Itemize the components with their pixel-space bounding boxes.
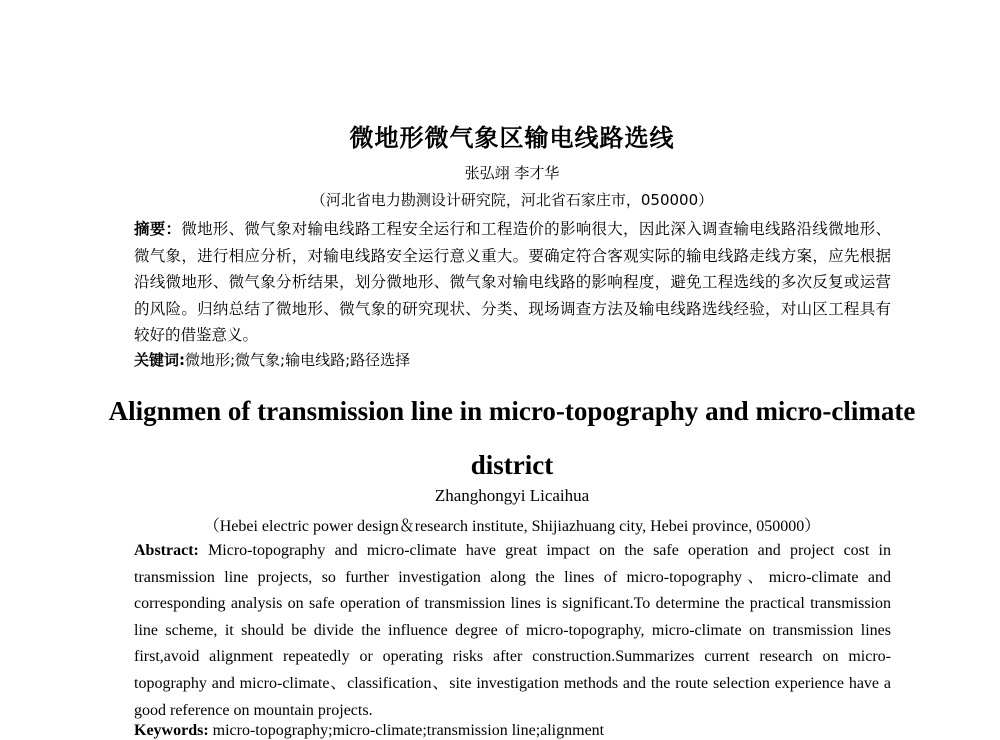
english-title: Alignmen of transmission line in micro-topography and micro-climate district bbox=[108, 396, 916, 480]
chinese-keywords-text: 微地形;微气象;输电线路;路径选择 bbox=[185, 351, 411, 369]
chinese-keywords-label: 关键词: bbox=[134, 351, 185, 369]
english-keywords bbox=[134, 722, 891, 740]
english-authors: Zhanghongyi Licaihua bbox=[434, 486, 590, 505]
english-keywords-text: micro-topography;micro-climate;transmission line;alignment bbox=[212, 722, 605, 739]
english-abstract bbox=[134, 538, 891, 724]
chinese-abstract-text: 微地形、微气象对输电线路工程安全运行和工程造价的影响很大，因此深入调查输电线路沿线微地形、微气象，进行相应分析，对输电线路安全运行意义重大。要确定符合客观实际的输电线路走线方案，应先根据沿线微地形、微气象分析结果，划分微地形、微气象对输电线路的影响程度，避免工程选线的多次反复或运营的风险。归纳总结了微地形、微气象的研究现状、分类、现场调查方法及输电线路选线经验，对山区工程具有较好的借鉴意义。 bbox=[134, 220, 891, 345]
chinese-title: 微地形微气象区输电线路选线 bbox=[349, 124, 675, 152]
english-abstract-label: Abstract: bbox=[134, 542, 199, 559]
chinese-authors: 张弘翊 李才华 bbox=[464, 164, 560, 182]
chinese-abstract-label: 摘要： bbox=[134, 220, 182, 238]
english-abstract-text: Micro-topography and micro-climate have great impact on the safe operation and project cost in transmission line projects, so further investigation along the lines of micro-topography、micro-climate and corresponding analysis on safe operation of transmission lines is significant.To determine the practical transmission line scheme, it should be divide the influence degree of micro-topography, micro-climate on transmission lines first,avoid alignment repeatedly or operating risks after construction.Summarizes current research on micro-topography and micro-climate、classification、site investigation methods and the route selection experience have a good reference on mountain projects. bbox=[134, 542, 892, 719]
english-keywords-label: Keywords: bbox=[134, 722, 209, 739]
chinese-keywords bbox=[134, 349, 891, 370]
chinese-affiliation: （河北省电力勘测设计研究院，河北省石家庄市，050000） bbox=[310, 191, 714, 209]
chinese-abstract bbox=[134, 216, 891, 349]
english-affiliation: （Hebei electric power design＆research institute, Shijiazhuang city, Hebei province, 050000） bbox=[203, 518, 821, 535]
